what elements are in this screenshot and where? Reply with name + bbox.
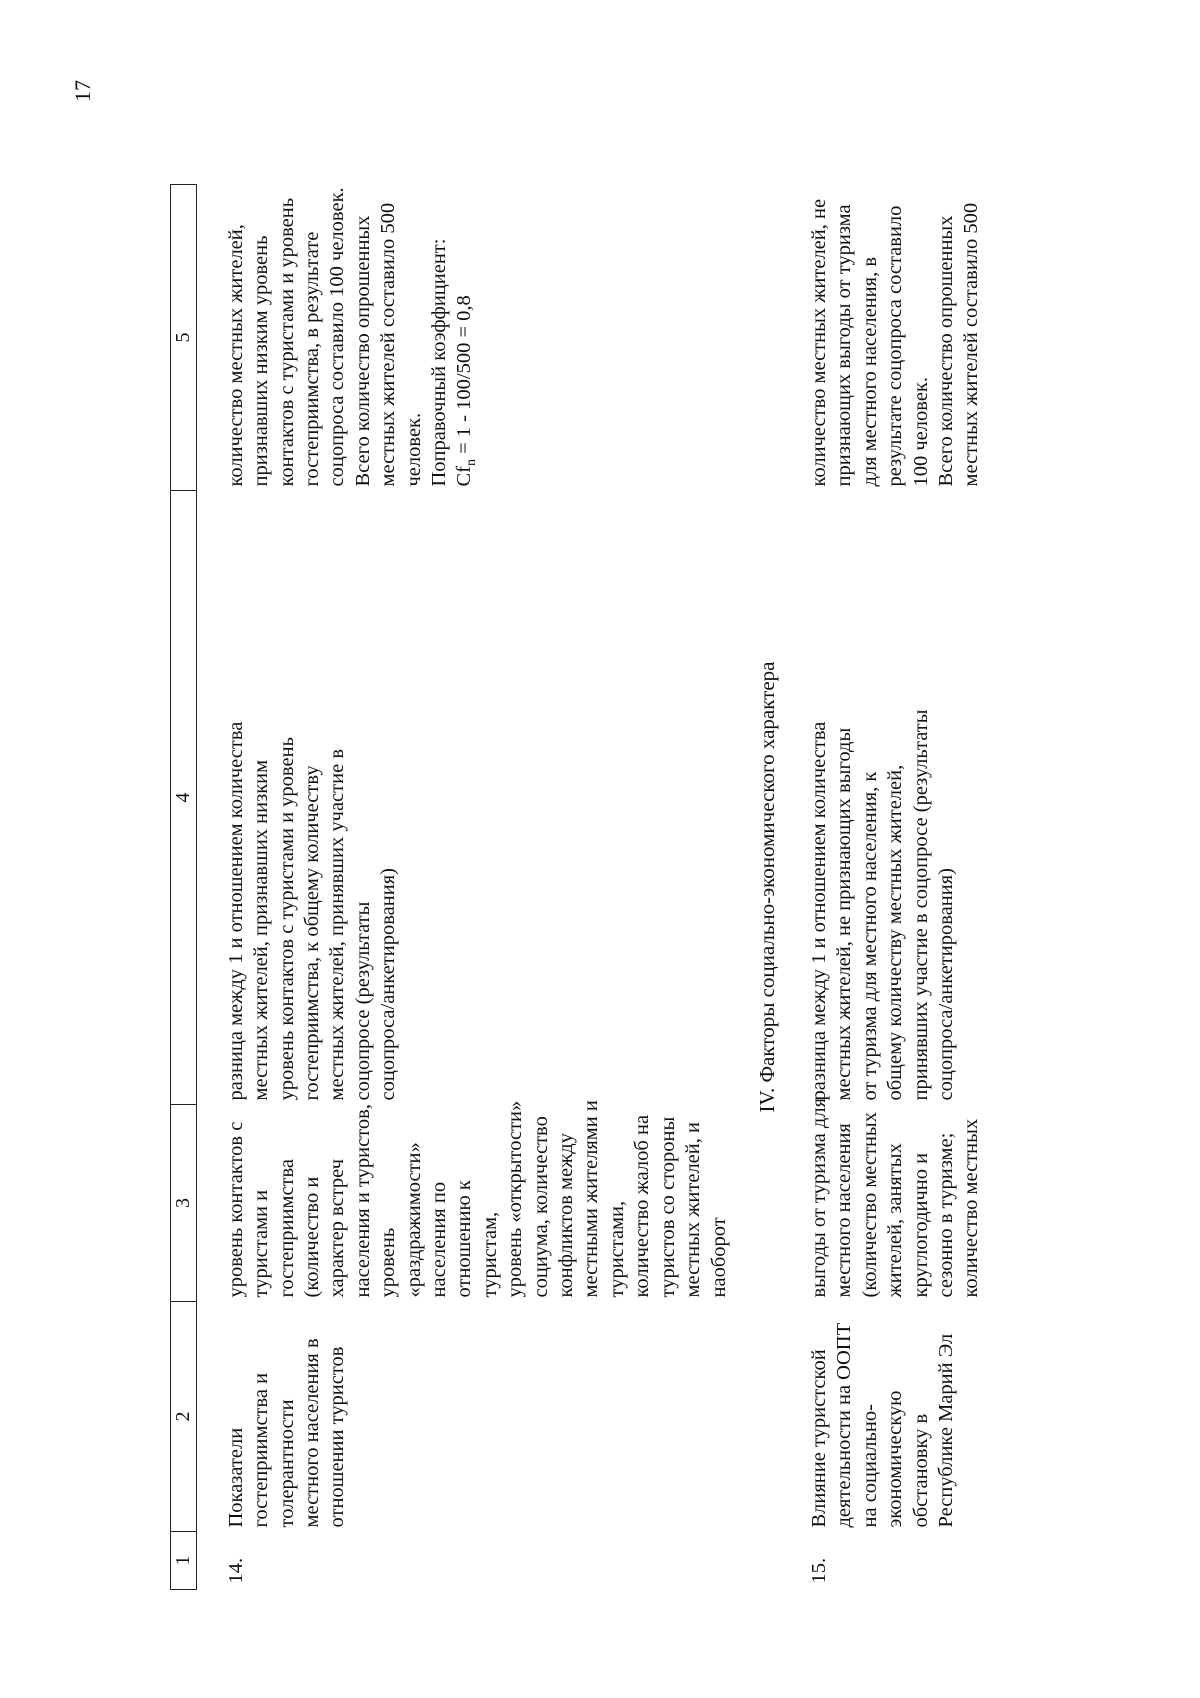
text-line: уровень контактов с туристами и уровень <box>275 737 298 1101</box>
text-line: Поправочный коэффициент: <box>428 238 451 487</box>
text-line: количество местных жителей, <box>224 224 247 487</box>
text-line: гостеприимства, к общему количеству <box>301 765 324 1101</box>
text-line: Всего количество опрошенных <box>351 215 374 487</box>
row-number: 14. <box>224 1557 247 1584</box>
column-header-1: 1 <box>171 1532 197 1590</box>
text-line: местных жителей, не признающих выгоды <box>833 727 856 1101</box>
table-row-14 <box>196 185 732 1590</box>
section-title: IV. Факторы социально-экономического характера <box>754 661 779 1113</box>
text-line: Показатели <box>224 1427 247 1528</box>
column-header-4: 4 <box>171 491 197 1105</box>
text-line: характер встреч <box>326 1158 349 1298</box>
text-line: отношению к <box>453 1180 476 1298</box>
calculation-example-cell <box>780 185 985 491</box>
text-line: туристам, <box>478 1211 501 1298</box>
text-line: соцопроса/анкетирования) <box>934 868 957 1101</box>
column-header-2: 2 <box>171 1302 197 1532</box>
text-line: туристов со стороны <box>656 1116 679 1298</box>
text-line: соцопросе (результаты <box>351 901 374 1101</box>
calculation-method-cell <box>780 491 985 1105</box>
column-header-3: 3 <box>171 1105 197 1302</box>
text-line: населения и туристов, <box>351 1104 374 1298</box>
text-line: результате соцопроса составило <box>884 205 907 487</box>
text-line: количество местных <box>960 1118 983 1298</box>
text-line: местных жителей, признавших низким <box>250 759 273 1101</box>
text-line: уровень контактов с <box>224 1121 247 1298</box>
text-line: общему количеству местных жителей, <box>884 764 907 1101</box>
formula-subscript: n <box>464 459 480 466</box>
text-line: местного населения <box>833 1123 856 1298</box>
text-line: круглогодично и <box>909 1152 932 1298</box>
text-line: 100 человек. <box>909 376 932 487</box>
text-line: конфликтов между <box>555 1133 578 1298</box>
text-line: контактов с туристами и уровень <box>275 197 298 487</box>
text-line: туристами и <box>250 1189 273 1298</box>
text-line: гостеприимства <box>275 1158 298 1298</box>
text-line: разница между 1 и отношением количества <box>224 721 247 1101</box>
text-line: количество жалоб на <box>631 1114 654 1298</box>
text-line: выгоды от туризма для <box>807 1097 830 1298</box>
text-line: количество местных жителей, не <box>807 198 830 487</box>
text-line: (количество местных <box>858 1112 881 1298</box>
text-line: соцопроса составило 100 человек. <box>326 187 349 487</box>
text-line: признающих выгоды от туризма <box>833 204 856 487</box>
calculation-example-cell <box>196 185 732 491</box>
text-line: населения по <box>428 1181 451 1298</box>
text-line: от туризма для местного населения, к <box>858 771 881 1101</box>
text-line: разница между 1 и отношением количества <box>807 721 830 1101</box>
table-row-15 <box>780 185 985 1590</box>
text-line: уровень «открытости» <box>504 1100 527 1298</box>
text-line: признавших низким уровень <box>250 235 273 487</box>
text-line: деятельности на ООПТ <box>833 1322 856 1528</box>
indicator-name-cell <box>780 1302 985 1532</box>
text-line: туристами, <box>605 1200 628 1298</box>
text-line: местных жителей составило 500 <box>960 202 983 487</box>
text-line: соцопроса/анкетирования) <box>377 868 400 1101</box>
text-line: местного населения в <box>301 1338 324 1528</box>
text-line: гостеприимства и <box>250 1372 273 1528</box>
text-line: принявших участие в соцопросе (результаты <box>909 709 932 1101</box>
column-header-5: 5 <box>171 185 197 491</box>
rotated-table-sheet <box>0 150 1020 1690</box>
text-line: гостеприимства, в результате <box>301 231 324 487</box>
text-line: Республике Марий Эл <box>934 1333 957 1528</box>
text-line: наоборот <box>707 1217 730 1298</box>
calculation-method-cell <box>196 491 732 1105</box>
text-line: экономическую <box>884 1390 907 1528</box>
indicator-table <box>170 184 985 1590</box>
text-line: сезонно в туризме; <box>934 1132 957 1298</box>
text-line: отношении туристов <box>326 1346 349 1528</box>
formula-prefix: Cf <box>453 466 476 487</box>
correction-formula <box>452 189 480 487</box>
text-line: обстановку в <box>909 1413 932 1528</box>
formula-rest: = 1 - 100/500 = 0,8 <box>453 295 476 459</box>
text-line: местных жителей составило 500 <box>377 202 400 487</box>
text-line: для местного населения, в <box>858 257 881 487</box>
text-line: социума, количество <box>529 1116 552 1298</box>
indicator-description-cell <box>780 1097 985 1302</box>
text-line: на социально- <box>858 1404 881 1528</box>
text-line: местных жителей, принявших участие в <box>326 749 349 1101</box>
text-line: человек. <box>402 412 425 487</box>
text-line: «раздражимости» <box>402 1142 425 1298</box>
text-line: местными жителями и <box>580 1100 603 1298</box>
table-header-row <box>171 185 197 1590</box>
text-line: толерантности <box>275 1399 298 1528</box>
indicator-name-cell <box>196 1302 732 1532</box>
row-number: 15. <box>807 1557 830 1584</box>
indicator-description-cell <box>196 1100 732 1302</box>
page-number: 17 <box>70 80 95 102</box>
section-heading-row <box>732 185 780 1590</box>
text-line: Влияние туристской <box>807 1349 830 1528</box>
text-line: (количество и <box>301 1176 324 1298</box>
text-line: жителей, занятых <box>884 1143 907 1298</box>
text-line: Всего количество опрошенных <box>934 215 957 487</box>
text-line: уровень <box>377 1227 400 1298</box>
text-line: местных жителей, и <box>682 1122 705 1298</box>
